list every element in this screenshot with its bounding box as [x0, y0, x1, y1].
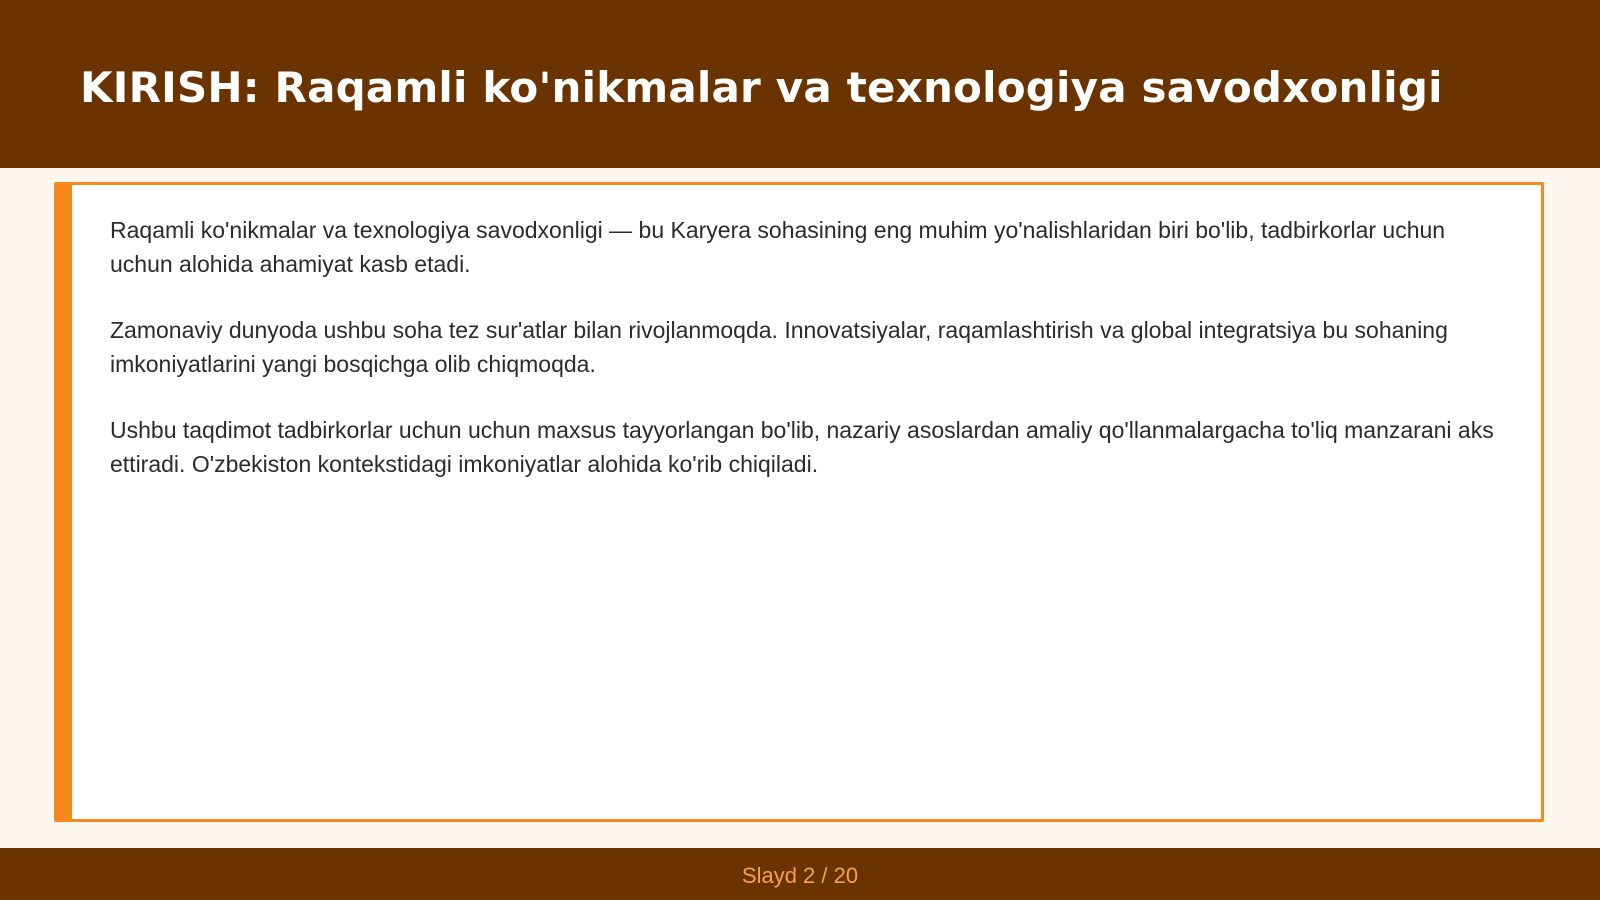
intro-paragraph-2: Zamonaviy dunyoda ushbu soha tez sur'atlar bilan rivojlanmoqda. Innovatsiyalar, raqamlashtirish va global integratsiya bu sohaning imkoniyatlarini yangi bosqichga olib chiqmoqda.	[110, 317, 1448, 377]
content-card	[54, 182, 1544, 822]
slide-header	[0, 0, 1600, 168]
slide-footer	[0, 848, 1600, 900]
intro-paragraph-1: Raqamli ko'nikmalar va texnologiya savodxonligi — bu Karyera sohasining eng muhim yo'nalishlaridan biri bo'lib, tadbirkorlar uchun uchun alohida ahamiyat kasb etadi.	[110, 217, 1446, 277]
slide-counter: Slayd 2 / 20	[741, 863, 859, 888]
slide-title: KIRISH: Raqamli ko'nikmalar va texnologiya savodxonligi	[80, 63, 1443, 112]
intro-paragraph-3: Ushbu taqdimot tadbirkorlar uchun uchun maxsus tayyorlangan bo'lib, nazariy asoslardan amaliy qo'llanmalargacha to'liq manzarani aks ettiradi. O'zbekiston kontekstidagi imkoniyatlar alohida ko'rib chiqiladi.	[110, 417, 1494, 477]
